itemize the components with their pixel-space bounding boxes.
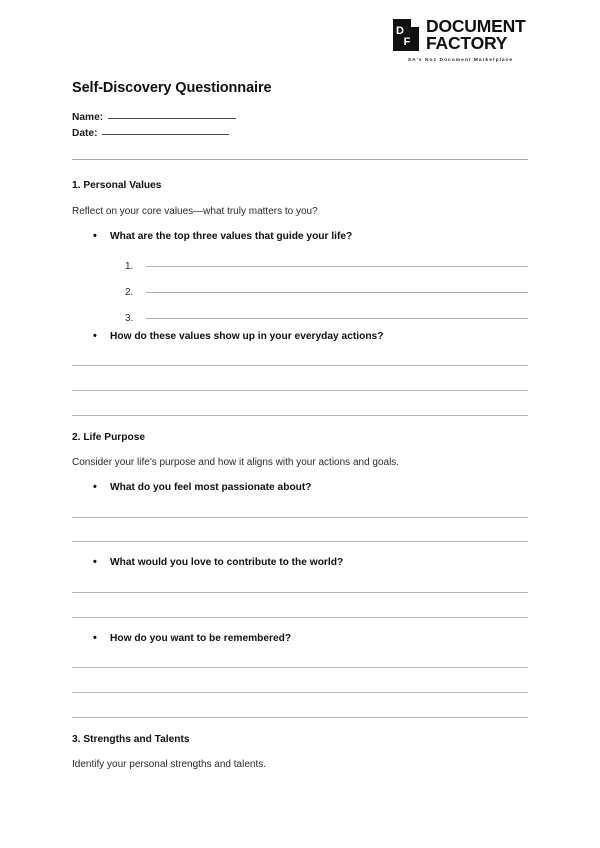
answer-line-2-3-a[interactable] — [72, 667, 528, 668]
numbered-blank-2[interactable] — [72, 287, 528, 298]
brand-logo — [393, 18, 528, 63]
brand-tagline: SA's No1 Document Marketplace — [407, 57, 514, 63]
numbered-blank-3-label: 3. — [125, 313, 134, 324]
question-2-2-text: What would you love to contribute to the world? — [110, 557, 344, 568]
numbered-blank-1[interactable] — [72, 261, 528, 272]
bullet-icon: • — [93, 632, 97, 644]
question-2-1-text: What do you feel most passionate about? — [110, 482, 312, 493]
numbered-blank-2-rule[interactable] — [146, 292, 528, 293]
brand-wordmark — [426, 18, 526, 52]
bullet-icon: • — [93, 556, 97, 568]
answer-line-2-2-b[interactable] — [72, 617, 528, 618]
bullet-icon: • — [93, 481, 97, 493]
section-intro-2: Consider your life's purpose and how it aligns with your actions and goals. — [72, 457, 400, 468]
numbered-blank-1-label: 1. — [125, 261, 134, 272]
brand-logo-row — [393, 18, 526, 52]
name-field-label: Name: — [72, 112, 104, 123]
section-intro-1: Reflect on your core values—what truly matters to you? — [72, 206, 318, 217]
question-2-2 — [72, 557, 528, 568]
answer-line-2-1-a[interactable] — [72, 517, 528, 518]
question-2-3 — [72, 633, 528, 644]
answer-line-2-2-a[interactable] — [72, 592, 528, 593]
question-1-2 — [72, 331, 528, 342]
answer-line-1-2-c[interactable] — [72, 415, 528, 416]
document-page-icon — [393, 19, 419, 51]
answer-line-2-3-c[interactable] — [72, 717, 528, 718]
svg-text:F: F — [403, 35, 411, 48]
header-divider — [72, 159, 528, 160]
numbered-blank-3[interactable] — [72, 313, 528, 324]
section-intro-3: Identify your personal strengths and talents. — [72, 759, 267, 770]
section-heading-1: 1. Personal Values — [72, 180, 162, 191]
numbered-blank-3-rule[interactable] — [146, 318, 528, 319]
date-field-rule[interactable] — [102, 134, 229, 135]
date-field-label: Date: — [72, 128, 98, 139]
svg-text:D: D — [396, 24, 404, 37]
question-1-2-text: How do these values show up in your everyday actions? — [110, 331, 384, 342]
name-field-rule[interactable] — [108, 118, 236, 119]
answer-line-2-3-b[interactable] — [72, 692, 528, 693]
numbered-blank-1-rule[interactable] — [146, 266, 528, 267]
question-2-3-text: How do you want to be remembered? — [110, 633, 292, 644]
question-1-1-text: What are the top three values that guide your life? — [110, 231, 353, 242]
answer-line-1-2-b[interactable] — [72, 390, 528, 391]
question-2-1 — [72, 482, 528, 493]
brand-name-line2: FACTORY — [426, 32, 508, 53]
question-1-1 — [72, 231, 528, 242]
numbered-blank-2-label: 2. — [125, 287, 134, 298]
answer-line-2-1-b[interactable] — [72, 541, 528, 542]
page-title: Self-Discovery Questionnaire — [72, 80, 272, 96]
answer-line-1-2-a[interactable] — [72, 365, 528, 366]
brand-name-line1: DOCUMENT — [426, 16, 526, 36]
bullet-icon: • — [93, 230, 97, 242]
section-heading-2: 2. Life Purpose — [72, 432, 146, 443]
name-field[interactable] — [72, 112, 236, 123]
date-field[interactable] — [72, 128, 229, 139]
section-heading-3: 3. Strengths and Talents — [72, 734, 190, 745]
bullet-icon: • — [93, 330, 97, 342]
